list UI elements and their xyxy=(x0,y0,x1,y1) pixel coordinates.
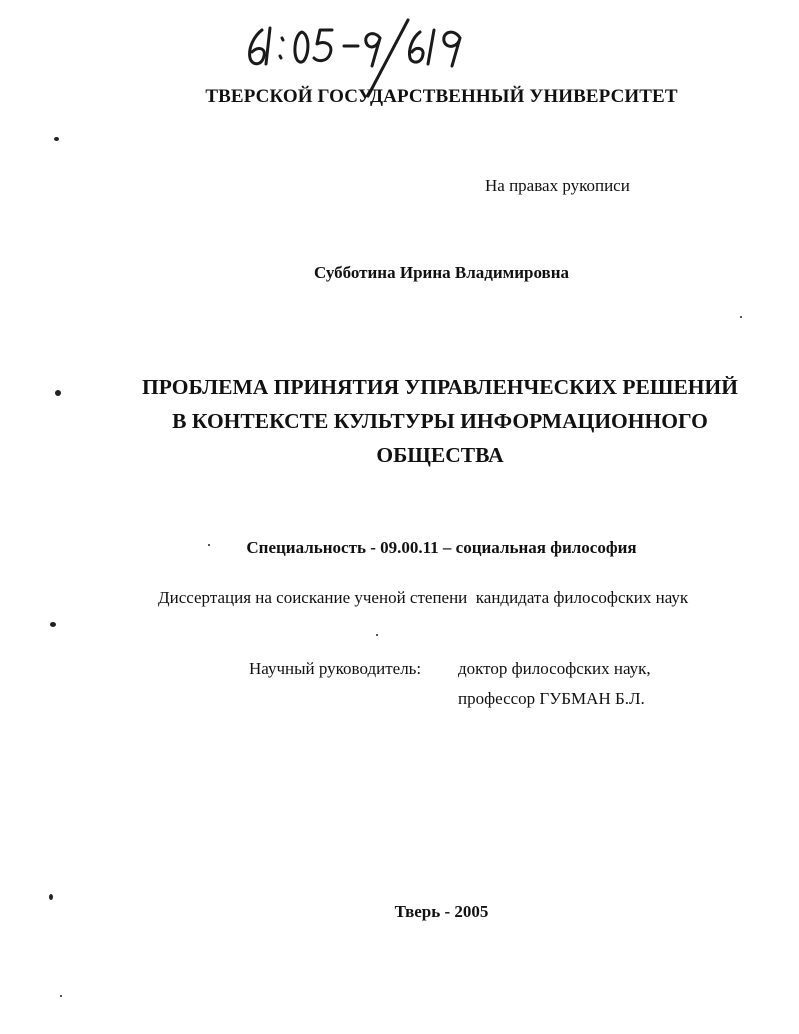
scan-speck xyxy=(740,316,742,318)
university-name: ТВЕРСКОЙ ГОСУДАРСТВЕННЫЙ УНИВЕРСИТЕТ xyxy=(205,86,678,107)
title-line: ОБЩЕСТВА xyxy=(376,443,504,467)
title-line: В КОНТЕКСТЕ КУЛЬТУРЫ ИНФОРМАЦИОННОГО xyxy=(172,409,708,433)
scan-speck xyxy=(50,622,56,627)
city-year: Тверь - 2005 xyxy=(394,902,489,921)
scan-speck xyxy=(208,544,210,546)
advisor-name: профессор ГУБМАН Б.Л. xyxy=(458,689,645,708)
dissertation-degree-line: Диссертация на соискание ученой степени кандидата философских наук xyxy=(158,588,689,607)
specialty-line: Специальность - 09.00.11 – социальная философия xyxy=(246,538,637,557)
advisor-degree: доктор философских наук, xyxy=(458,659,651,678)
title-line: ПРОБЛЕМА ПРИНЯТИЯ УПРАВЛЕНЧЕСКИХ РЕШЕНИЙ xyxy=(142,375,738,399)
author-name: Субботина Ирина Владимировна xyxy=(313,263,570,282)
dissertation-title xyxy=(120,370,760,472)
advisor-label: Научный руководитель: xyxy=(249,659,422,678)
scan-speck xyxy=(60,995,62,997)
manuscript-rights-note: На правах рукописи xyxy=(485,176,630,195)
scan-speck xyxy=(49,894,53,900)
scan-speck xyxy=(55,390,61,396)
scan-speck xyxy=(54,137,59,141)
scan-speck xyxy=(376,634,378,636)
